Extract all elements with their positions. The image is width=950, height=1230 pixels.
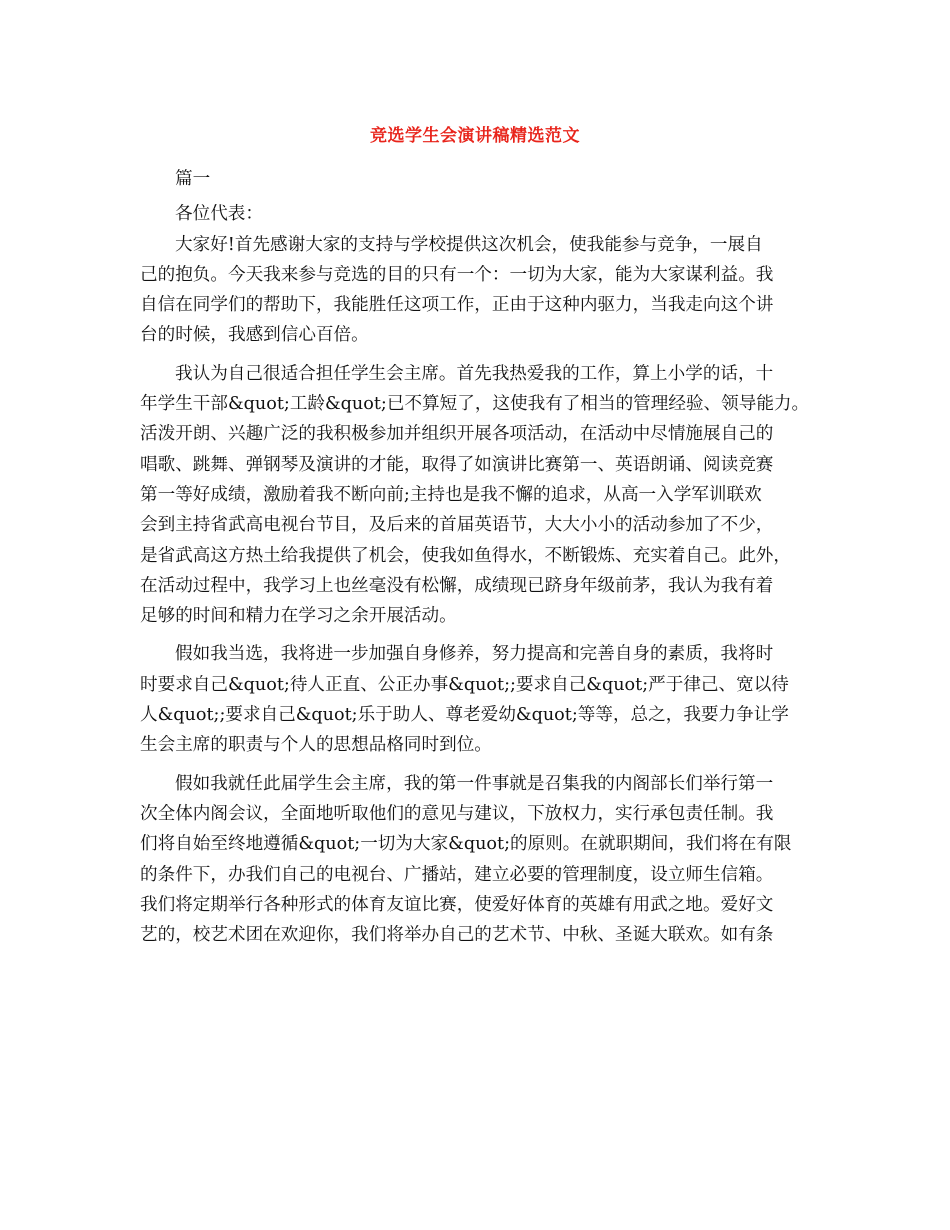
paragraph-line: 台的时候，我感到信心百倍。 (140, 325, 369, 346)
paragraph-line: 会到主持省武高电视台节目，及后来的首届英语节，大大小小的活动参加了不少， (140, 515, 774, 536)
paragraph-line: 时要求自己&quot;待人正直、公正办事&quot;;要求自己&quot;严于律己、宽以待 (140, 674, 789, 695)
salutation: 各位代表： (175, 204, 263, 225)
paragraph-line: 艺的，校艺术团在欢迎你，我们将举办自己的艺术节、中秋、圣诞大联欢。如有条 (140, 925, 774, 946)
paragraph-line: 在活动过程中，我学习上也丝毫没有松懈，成绩现已跻身年级前茅，我认为我有着 (140, 575, 774, 596)
paragraph-line: 活泼开朗、兴趣广泛的我积极参加并组织开展各项活动，在活动中尽情施展自己的 (140, 424, 774, 445)
paragraph-line: 假如我当选，我将进一步加强自身修养，努力提高和完善自身的素质，我将时 (175, 644, 774, 665)
paragraph-1 (140, 230, 824, 351)
paragraph-line: 唱歌、跳舞、弹钢琴及演讲的才能，取得了如演讲比赛第一、英语朗诵、阅读竞赛 (140, 454, 774, 475)
paragraph-line: 年学生干部&quot;工龄&quot;已不算短了，这使我有了相当的管理经验、领导能力。 (140, 394, 810, 415)
paragraph-line: 自信在同学们的帮助下，我能胜任这项工作，正由于这种内驱力，当我走向这个讲 (140, 295, 774, 316)
section-label: 篇一 (175, 169, 211, 189)
document-body (140, 164, 824, 950)
document-title: 竞选学生会演讲稿精选范文 (370, 126, 580, 146)
paragraph-line: 我认为自己很适合担任学生会主席。首先我热爱我的工作，算上小学的话，十 (175, 363, 774, 384)
paragraph-line: 己的抱负。今天我来参与竞选的目的只有一个：一切为大家，能为大家谋利益。我 (140, 264, 774, 285)
paragraph-line: 次全体内阁会议，全面地听取他们的意见与建议，下放权力，实行承包责任制。我 (140, 803, 774, 824)
paragraph-line: 大家好!首先感谢大家的支持与学校提供这次机会，使我能参与竞争，一展自 (175, 234, 763, 255)
paragraph-line: 们将自始至终地遵循&quot;一切为大家&quot;的原则。在就职期间，我们将在有限 (140, 834, 792, 855)
paragraph-line: 的条件下，办我们自己的电视台、广播站，建立必要的管理制度，设立师生信箱。 (140, 864, 774, 885)
paragraph-3 (140, 639, 824, 760)
paragraph-line: 生会主席的职责与个人的思想品格同时到位。 (140, 735, 492, 756)
paragraph-line: 足够的时间和精力在学习之余开展活动。 (140, 606, 457, 627)
paragraph-line: 我们将定期举行各种形式的体育友谊比赛，使爱好体育的英雄有用武之地。爱好文 (140, 894, 774, 915)
paragraph-line: 假如我就任此届学生会主席，我的第一件事就是召集我的内阁部长们举行第一 (175, 773, 774, 794)
paragraph-line: 人&quot;;要求自己&quot;乐于助人、尊老爱幼&quot;等等，总之，我要力争让学 (140, 705, 789, 726)
paragraph-4 (140, 769, 824, 951)
paragraph-2 (140, 359, 824, 632)
paragraph-line: 第一等好成绩，激励着我不断向前;主持也是我不懈的追求，从高一入学军训联欢 (140, 484, 762, 505)
paragraph-line: 是省武高这方热土给我提供了机会，使我如鱼得水，不断锻炼、充实着自己。此外， (140, 545, 791, 566)
